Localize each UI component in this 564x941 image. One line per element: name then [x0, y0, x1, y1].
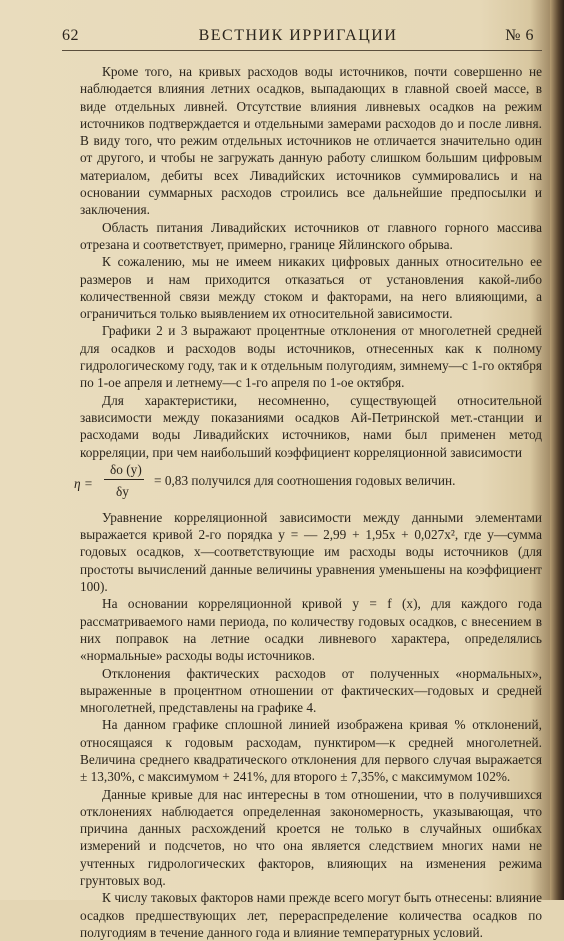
article-body: [74, 63, 542, 941]
fraction-bar: [104, 479, 144, 480]
paragraph-4: Графики 2 и 3 выражают процентные отклонения от многолетней средней для осадков и расходов воды источников, отнесенных как к полному гидрологическому году, так и к отдельным полугодиям, зимнему—с 1-го октября по 1-ое апреля и летнему—с 1-го апреля по 1-ое октября.: [80, 323, 542, 391]
paragraph-1: Кроме того, на кривых расходов воды источников, почти совершенно не наблюдается влияния летних осадков, выпадающих в главной своей массе, в виде отдельных ливней. Отсутствие влияния ливневых осадков на режим источников подтверждается и отдельными замерами расходов до и после ливня. В виду того, что режим отдельных источников не отличается значительно один от другого, и чтобы не загружать данную работу слишком большим цифровым материалом, дебиты всех Ливадийских источников суммировались и на основании суммарных расходов строились все дальнейшие предпосылки и заключения.: [80, 64, 542, 218]
formula-numerator: δo (y): [110, 461, 142, 477]
paragraph-6: Уравнение корреляционной зависимости между данными элементами выражается кривой 2-го порядка y = — 2,99 + 1,95x + 0,027x², где y—сумма годовых осадков, x—соответствующие им расходы воды источников (для простоты вычислений данные величины уравнения уменьшены на коэффициент 100).: [80, 509, 542, 595]
journal-title: ВЕСТНИК ИРРИГАЦИИ: [198, 27, 398, 44]
paragraph-2: Область питания Ливадийских источников от главного горного массива отрезана и соответствует, примерно, границе Яйлинского обрыва.: [80, 219, 542, 252]
paragraph-5: Для характеристики, несомненно, существующей относительной зависимости между показаниями осадков Ай-Петринской мет.-станции и расходами воды Ливадийских источников, нами был применен метод корреляции, при чем наибольший коэффициент корреляционной зависимости: [80, 392, 542, 460]
issue-number: № 6: [505, 27, 534, 44]
formula-eta: η =: [74, 475, 93, 491]
header-rule: [62, 50, 542, 51]
formula-denominator: δy: [116, 483, 129, 499]
correlation-formula: [74, 461, 542, 509]
paragraph-10: Данные кривые для нас интересны в том отношении, что в получившихся отклонениях наблюдается определенная закономерность, указывающая, что причина данных расхождений кроется не только в случайных ошибках измерений и подсчетов, но что она является следствием многих нами не учтенных гидрологических факторов, влияющих на изменения режима грунтовых вод.: [80, 786, 542, 889]
paragraph-11: К числу таковых факторов нами прежде всего могут быть отнесены: влияние осадков предшествующих лет, перераспределение количества осадков по полугодиям в течение данного года и влияние температурных условий.: [80, 890, 542, 940]
running-header: [62, 27, 534, 49]
paragraph-9: На данном графике сплошной линией изображена кривая % отклонений, относящаяся к годовым расходам, пунктиром—к средней многолетней. Величина среднего квадратического отклонения для первого случая выражается ± 13,30%, с максимумом + 241%, для второго ± 7,35%, с максимумом 102%.: [80, 717, 542, 785]
page-number: 62: [62, 27, 79, 44]
paragraph-8: Отклонения фактических расходов от полученных «нормальных», выраженные в процентном отношении от фактических—годовых и средней многолетней, представлены на графике 4.: [80, 665, 542, 716]
paragraph-7: На основании корреляционной кривой y = f (x), для каждого года рассматриваемого нами периода, по количеству годовых осадков, с внесением в них поправок на летние осадки ливневого характера, определялись «нормальные» расходы воды источников.: [80, 596, 542, 664]
formula-result: = 0,83 получился для соотношения годовых величин.: [154, 472, 456, 488]
book-spine-shadow: [550, 0, 564, 900]
paragraph-3: К сожалению, мы не имеем никаких цифровых данных относительно ее размеров и нам приходится отказаться от установления какой-либо количественной связи между стоком и факторами, на него влияющими, а ограничиться только выявлением их относительной зависимости.: [80, 254, 542, 322]
